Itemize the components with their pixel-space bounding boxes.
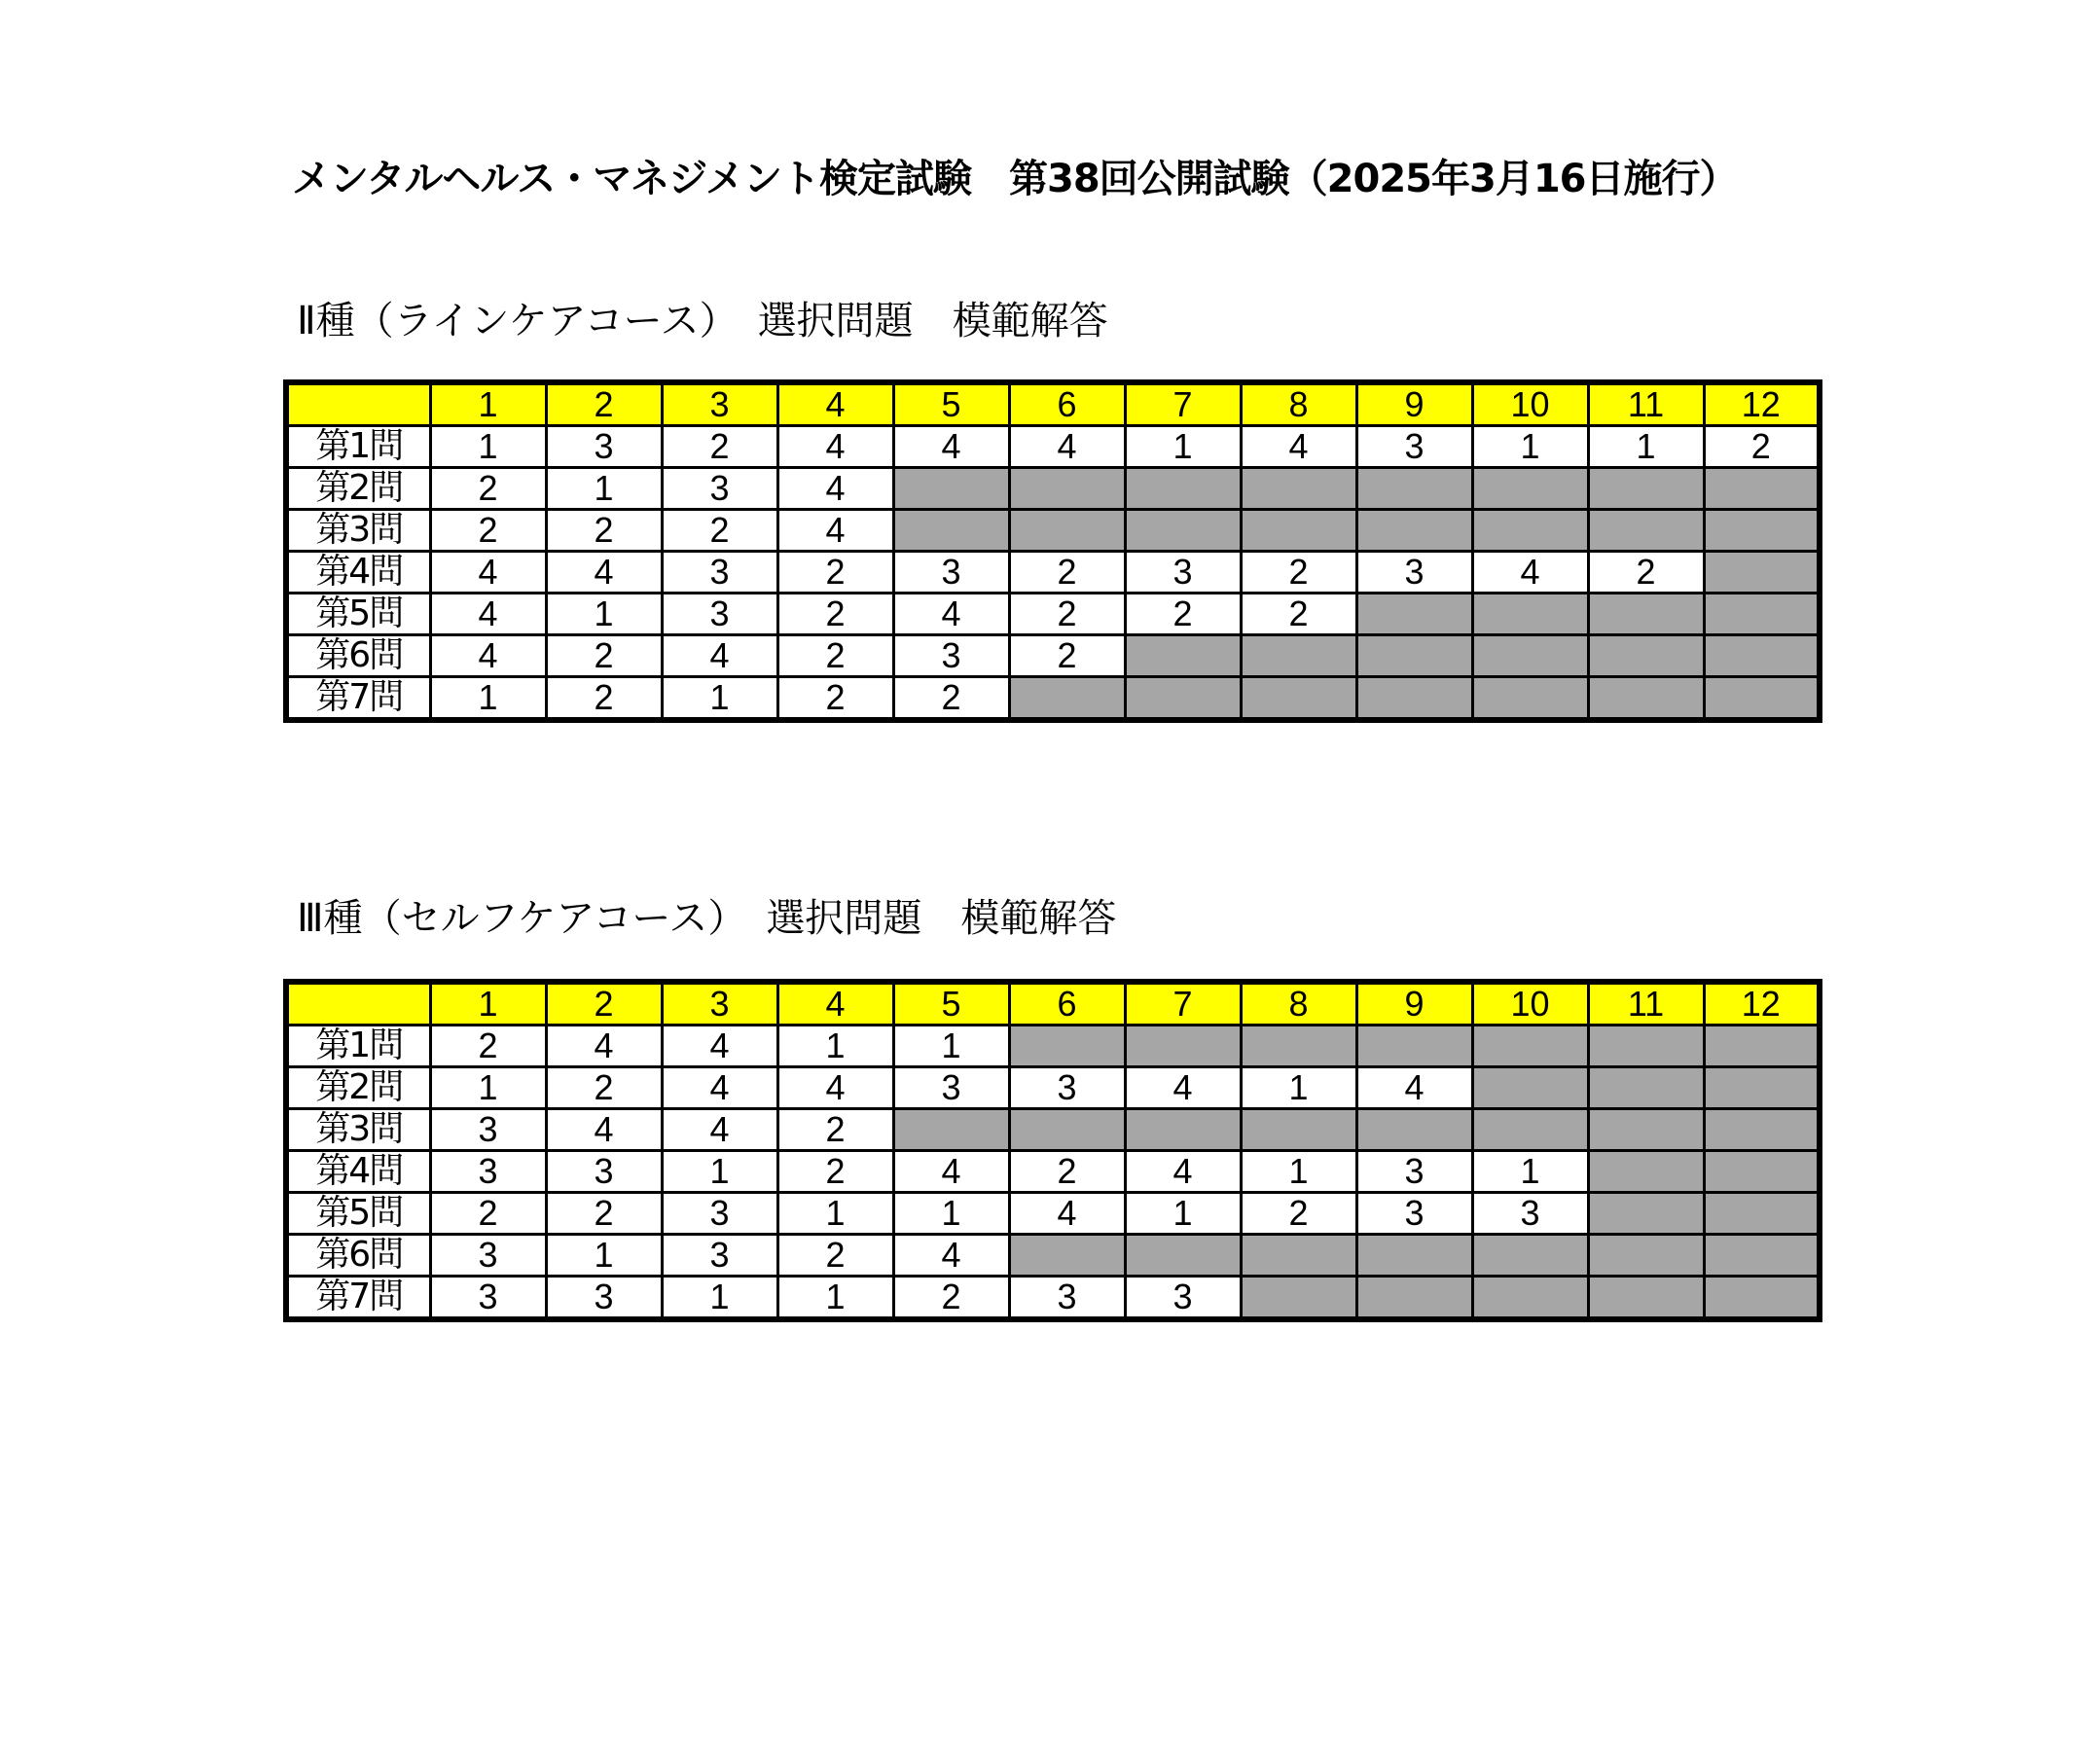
answer-cell: 4: [546, 1109, 662, 1151]
answer-cell: 1: [777, 1026, 893, 1067]
answer-table-type3: [283, 979, 1822, 1322]
answer-cell: 1: [1241, 1151, 1356, 1193]
question-label: 第4問: [286, 1151, 430, 1193]
answer-cell: 3: [893, 1067, 1009, 1109]
answer-cell: 2: [546, 510, 662, 552]
empty-cell: [1009, 1109, 1125, 1151]
question-label: 第2問: [286, 1067, 430, 1109]
empty-cell: [1241, 468, 1356, 510]
answer-cell: 3: [546, 1151, 662, 1193]
answer-cell: 2: [893, 677, 1009, 721]
answer-cell: 4: [777, 1067, 893, 1109]
question-label: 第7問: [286, 1277, 430, 1320]
answer-cell: 3: [430, 1109, 546, 1151]
empty-cell: [1472, 1026, 1588, 1067]
answer-cell: 2: [1009, 1151, 1125, 1193]
empty-cell: [1009, 468, 1125, 510]
answer-cell: 4: [893, 594, 1009, 635]
question-label: 第3問: [286, 1109, 430, 1151]
empty-cell: [1241, 635, 1356, 677]
question-label: 第6問: [286, 635, 430, 677]
empty-cell: [1588, 1026, 1704, 1067]
empty-cell: [1356, 510, 1472, 552]
answer-cell: 2: [777, 1235, 893, 1277]
answer-cell: 3: [1125, 552, 1241, 594]
empty-cell: [1704, 1151, 1820, 1193]
answer-cell: 4: [893, 1235, 1009, 1277]
empty-cell: [1009, 1026, 1125, 1067]
column-header-cell: 2: [546, 982, 662, 1026]
answer-cell: 1: [1125, 426, 1241, 468]
empty-cell: [1588, 1235, 1704, 1277]
empty-cell: [1241, 1277, 1356, 1320]
answer-cell: 4: [662, 635, 777, 677]
empty-cell: [1125, 1026, 1241, 1067]
answer-cell: 1: [893, 1026, 1009, 1067]
answer-cell: 1: [1125, 1193, 1241, 1235]
answer-cell: 2: [1009, 635, 1125, 677]
answer-cell: 2: [1241, 1193, 1356, 1235]
answer-cell: 4: [662, 1026, 777, 1067]
answer-cell: 3: [1125, 1277, 1241, 1320]
table-row: [286, 594, 1820, 635]
question-label: 第1問: [286, 1026, 430, 1067]
answer-cell: 2: [777, 635, 893, 677]
empty-cell: [893, 510, 1009, 552]
empty-cell: [1588, 1151, 1704, 1193]
column-header-cell: 12: [1704, 382, 1820, 426]
answer-cell: 3: [430, 1277, 546, 1320]
empty-cell: [1472, 1109, 1588, 1151]
answer-cell: 2: [777, 677, 893, 721]
answer-cell: 1: [430, 677, 546, 721]
empty-cell: [1356, 1277, 1472, 1320]
empty-cell: [1704, 1109, 1820, 1151]
question-label: 第6問: [286, 1235, 430, 1277]
answer-cell: 1: [430, 1067, 546, 1109]
answer-cell: 1: [1241, 1067, 1356, 1109]
table-row: [286, 510, 1820, 552]
question-label: 第5問: [286, 594, 430, 635]
answer-cell: 1: [662, 1151, 777, 1193]
empty-cell: [1472, 1067, 1588, 1109]
answer-cell: 4: [1356, 1067, 1472, 1109]
answer-cell: 2: [893, 1277, 1009, 1320]
answer-cell: 1: [1472, 1151, 1588, 1193]
column-header-cell: 1: [430, 982, 546, 1026]
table-row: [286, 468, 1820, 510]
empty-cell: [1704, 1193, 1820, 1235]
answer-cell: 3: [1472, 1193, 1588, 1235]
column-header-cell: 3: [662, 982, 777, 1026]
table-row: [286, 1026, 1820, 1067]
answer-cell: 3: [430, 1235, 546, 1277]
empty-cell: [1472, 468, 1588, 510]
answer-cell: 1: [777, 1193, 893, 1235]
answer-cell: 2: [777, 552, 893, 594]
table-row: [286, 677, 1820, 721]
empty-cell: [1704, 468, 1820, 510]
column-header-cell: 1: [430, 382, 546, 426]
table-row: [286, 426, 1820, 468]
answer-cell: 3: [662, 594, 777, 635]
answer-cell: 3: [1356, 426, 1472, 468]
answer-cell: 4: [546, 1026, 662, 1067]
answer-cell: 4: [430, 552, 546, 594]
answer-cell: 3: [546, 426, 662, 468]
header-corner-cell: [286, 982, 430, 1026]
empty-cell: [1704, 552, 1820, 594]
table-header-row: [286, 382, 1820, 426]
empty-cell: [1241, 510, 1356, 552]
column-header-cell: 7: [1125, 982, 1241, 1026]
answer-cell: 2: [662, 510, 777, 552]
answer-table-type2: [283, 379, 1822, 723]
answer-cell: 4: [1009, 426, 1125, 468]
column-header-cell: 4: [777, 382, 893, 426]
answer-cell: 1: [662, 1277, 777, 1320]
empty-cell: [1588, 1193, 1704, 1235]
answer-cell: 2: [1241, 552, 1356, 594]
answer-cell: 4: [1125, 1067, 1241, 1109]
answer-cell: 3: [662, 552, 777, 594]
answer-cell: 4: [662, 1067, 777, 1109]
answer-cell: 3: [1356, 1193, 1472, 1235]
answer-cell: 2: [430, 468, 546, 510]
empty-cell: [893, 1109, 1009, 1151]
empty-cell: [1125, 468, 1241, 510]
answer-cell: 4: [430, 635, 546, 677]
answer-cell: 1: [893, 1193, 1009, 1235]
column-header-cell: 2: [546, 382, 662, 426]
empty-cell: [1704, 510, 1820, 552]
empty-cell: [1588, 635, 1704, 677]
table-header-row: [286, 982, 1820, 1026]
column-header-cell: 6: [1009, 382, 1125, 426]
empty-cell: [1472, 1235, 1588, 1277]
header-corner-cell: [286, 382, 430, 426]
empty-cell: [1125, 677, 1241, 721]
question-label: 第3問: [286, 510, 430, 552]
empty-cell: [1009, 510, 1125, 552]
empty-cell: [1472, 594, 1588, 635]
column-header-cell: 10: [1472, 982, 1588, 1026]
empty-cell: [1241, 1026, 1356, 1067]
column-header-cell: 11: [1588, 382, 1704, 426]
empty-cell: [1588, 1277, 1704, 1320]
table-row: [286, 1235, 1820, 1277]
empty-cell: [1704, 594, 1820, 635]
empty-cell: [1472, 635, 1588, 677]
empty-cell: [1472, 510, 1588, 552]
answer-cell: 4: [777, 426, 893, 468]
column-header-cell: 7: [1125, 382, 1241, 426]
empty-cell: [1356, 594, 1472, 635]
answer-cell: 2: [777, 1151, 893, 1193]
empty-cell: [1356, 468, 1472, 510]
answer-cell: 2: [777, 594, 893, 635]
table-row: [286, 1151, 1820, 1193]
empty-cell: [1588, 1109, 1704, 1151]
column-header-cell: 5: [893, 382, 1009, 426]
empty-cell: [1356, 1026, 1472, 1067]
answer-cell: 2: [430, 1026, 546, 1067]
answer-cell: 4: [893, 426, 1009, 468]
empty-cell: [1356, 635, 1472, 677]
empty-cell: [1472, 677, 1588, 721]
answer-cell: 4: [1125, 1151, 1241, 1193]
empty-cell: [1241, 1109, 1356, 1151]
answer-cell: 1: [777, 1277, 893, 1320]
column-header-cell: 12: [1704, 982, 1820, 1026]
table-row: [286, 635, 1820, 677]
answer-cell: 1: [546, 468, 662, 510]
answer-cell: 4: [893, 1151, 1009, 1193]
empty-cell: [1241, 677, 1356, 721]
question-label: 第2問: [286, 468, 430, 510]
empty-cell: [1009, 677, 1125, 721]
answer-cell: 2: [1009, 594, 1125, 635]
column-header-cell: 9: [1356, 982, 1472, 1026]
table-row: [286, 1277, 1820, 1320]
answer-cell: 1: [662, 677, 777, 721]
answer-cell: 4: [546, 552, 662, 594]
empty-cell: [1588, 594, 1704, 635]
table-row: [286, 1193, 1820, 1235]
answer-cell: 1: [546, 594, 662, 635]
answer-cell: 3: [662, 1193, 777, 1235]
column-header-cell: 3: [662, 382, 777, 426]
section-title-type3: Ⅲ種（セルフケアコース） 選択問題 模範解答: [297, 896, 1117, 941]
answer-cell: 2: [1009, 552, 1125, 594]
column-header-cell: 9: [1356, 382, 1472, 426]
table-row: [286, 552, 1820, 594]
answer-cell: 4: [1472, 552, 1588, 594]
empty-cell: [1704, 1277, 1820, 1320]
answer-cell: 2: [430, 510, 546, 552]
answer-cell: 4: [1009, 1193, 1125, 1235]
empty-cell: [1704, 677, 1820, 721]
answer-cell: 3: [546, 1277, 662, 1320]
empty-cell: [1356, 677, 1472, 721]
empty-cell: [1704, 1067, 1820, 1109]
empty-cell: [1704, 1235, 1820, 1277]
empty-cell: [1125, 635, 1241, 677]
column-header-cell: 8: [1241, 382, 1356, 426]
empty-cell: [1704, 635, 1820, 677]
answer-cell: 4: [1241, 426, 1356, 468]
answer-cell: 1: [546, 1235, 662, 1277]
answer-cell: 2: [546, 635, 662, 677]
section-title-type2: Ⅱ種（ラインケアコース） 選択問題 模範解答: [297, 299, 1108, 343]
empty-cell: [1125, 1109, 1241, 1151]
column-header-cell: 6: [1009, 982, 1125, 1026]
answer-cell: 2: [1125, 594, 1241, 635]
answer-cell: 1: [1588, 426, 1704, 468]
answer-cell: 2: [1241, 594, 1356, 635]
answer-cell: 2: [430, 1193, 546, 1235]
column-header-cell: 11: [1588, 982, 1704, 1026]
empty-cell: [1125, 1235, 1241, 1277]
column-header-cell: 5: [893, 982, 1009, 1026]
empty-cell: [893, 468, 1009, 510]
empty-cell: [1125, 510, 1241, 552]
column-header-cell: 8: [1241, 982, 1356, 1026]
question-label: 第5問: [286, 1193, 430, 1235]
answer-cell: 2: [662, 426, 777, 468]
empty-cell: [1588, 677, 1704, 721]
answer-cell: 4: [662, 1109, 777, 1151]
answer-cell: 2: [1704, 426, 1820, 468]
answer-cell: 3: [1356, 552, 1472, 594]
empty-cell: [1009, 1235, 1125, 1277]
answer-cell: 2: [1588, 552, 1704, 594]
answer-cell: 3: [662, 1235, 777, 1277]
answer-cell: 2: [777, 1109, 893, 1151]
empty-cell: [1241, 1235, 1356, 1277]
question-label: 第7問: [286, 677, 430, 721]
document-title: メンタルヘルス・マネジメント検定試験 第38回公開試験（2025年3月16日施行）: [292, 157, 1738, 201]
answer-cell: 3: [1009, 1067, 1125, 1109]
empty-cell: [1472, 1277, 1588, 1320]
empty-cell: [1356, 1235, 1472, 1277]
table-row: [286, 1067, 1820, 1109]
answer-cell: 3: [893, 635, 1009, 677]
answer-cell: 3: [1356, 1151, 1472, 1193]
table-row: [286, 1109, 1820, 1151]
empty-cell: [1588, 468, 1704, 510]
empty-cell: [1588, 510, 1704, 552]
answer-cell: 3: [662, 468, 777, 510]
answer-cell: 4: [777, 510, 893, 552]
question-label: 第1問: [286, 426, 430, 468]
answer-cell: 2: [546, 1067, 662, 1109]
answer-cell: 4: [777, 468, 893, 510]
answer-cell: 3: [430, 1151, 546, 1193]
empty-cell: [1704, 1026, 1820, 1067]
answer-cell: 4: [430, 594, 546, 635]
answer-cell: 2: [546, 1193, 662, 1235]
column-header-cell: 10: [1472, 382, 1588, 426]
empty-cell: [1588, 1067, 1704, 1109]
column-header-cell: 4: [777, 982, 893, 1026]
answer-cell: 2: [546, 677, 662, 721]
empty-cell: [1356, 1109, 1472, 1151]
question-label: 第4問: [286, 552, 430, 594]
answer-cell: 1: [430, 426, 546, 468]
answer-cell: 3: [1009, 1277, 1125, 1320]
answer-cell: 3: [893, 552, 1009, 594]
answer-cell: 1: [1472, 426, 1588, 468]
